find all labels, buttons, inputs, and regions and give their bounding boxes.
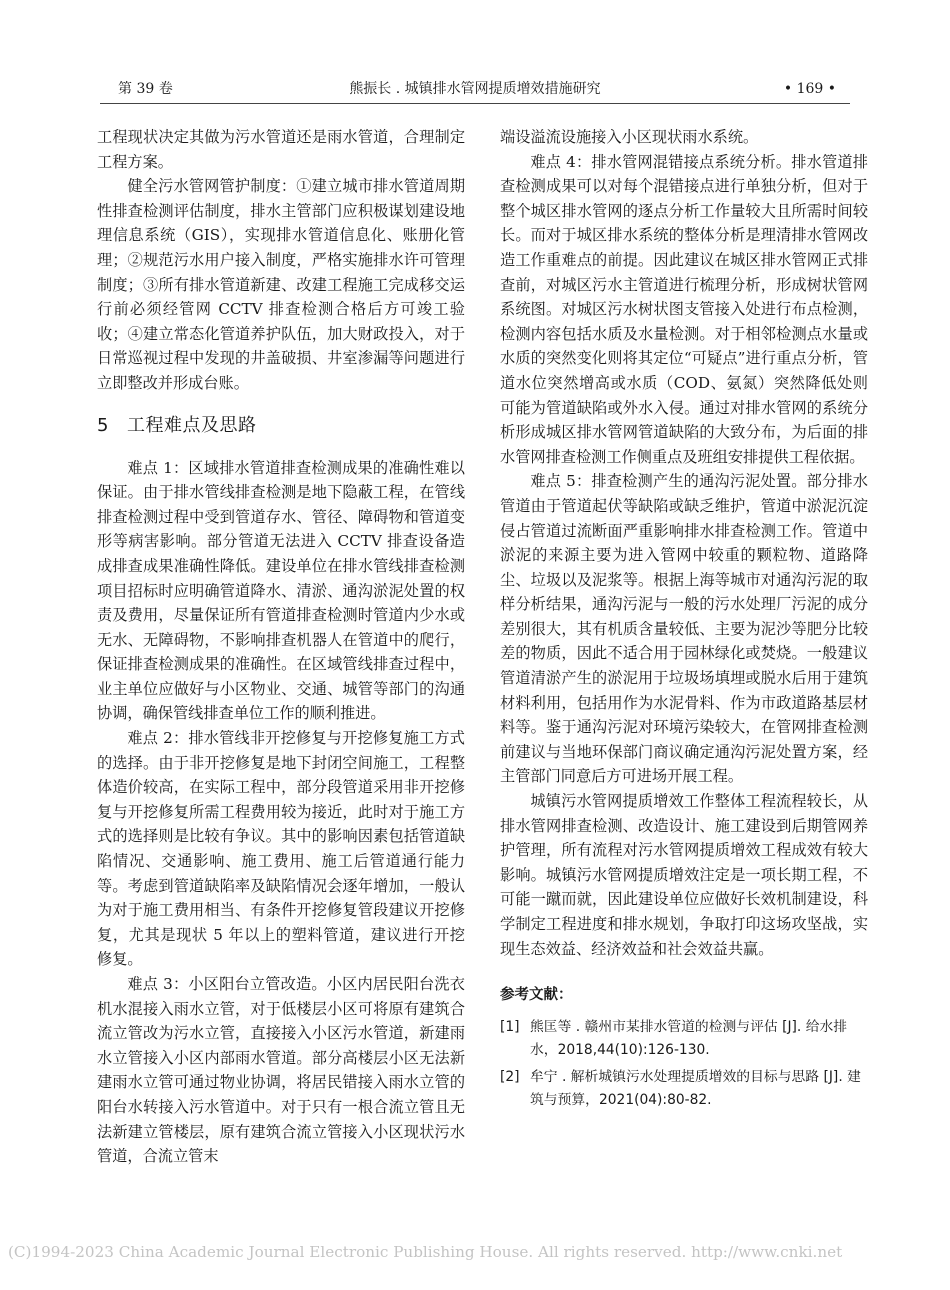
reference-text: 牟宁 . 解析城镇污水处理提质增效的目标与思路 [J]. 建筑与预算，2021(04):80-82. — [530, 1068, 861, 1108]
reference-number: [2] — [500, 1068, 520, 1085]
paragraph: 难点 1：区域排水管道排查检测成果的准确性难以保证。由于排水管线排查检测是地下隐蔽工程，在管线排查检测过程中受到管道存水、管径、障碍物和管道变形等病害影响。部分管道无法进入 CCTV 排查设备造成排查成果准确性降低。建设单位在排水管线排查检测项目招标时应明确管道降水、清淤、通沟淤泥处置的权责及费用，尽量保证所有管道排查检测时管道内少水或无水、无障碍物，不影响排查机器人在管道中的爬行，保证排查检测成果的准确性。在区域管线排查过程中，业主单位应做好与小区物业、交通、城管等部门的沟通协调，确保管线排查单位工作的顺利推进。 — [97, 458, 465, 723]
paragraph: 健全污水管网管护制度：①建立城市排水管道周期性排查检测评估制度，排水主管部门应积极谋划建设地理信息系统（GIS），实现排水管道信息化、账册化管理；②规范污水用户接入制度，严格实施排水许可管理制度；③所有排水管道新建、改建工程施工完成移交运行前必须经管网 CCTV 排查检测合格后方可竣工验收；④建立常态化管道养护队伍，加大财政投入，对于日常巡视过程中发现的井盖破损、井室渗漏等问题进行立即整改并形成台账。 — [97, 177, 465, 392]
paragraph: 难点 5：排查检测产生的通沟污泥处置。部分排水管道由于管道起伏等缺陷或缺乏维护，管道中淤泥沉淀侵占管道过流断面严重影响排水排查检测工作。管道中淤泥的来源主要为进入管网中较重的颗粒物、道路降尘、垃圾以及泥浆等。根据上海等城市对通沟污泥的取样分析结果，通沟污泥与一般的污水处理厂污泥的成分差别很大，其有机质含量较低、主要为泥沙等肥分比较差的物质，因此不适合用于园林绿化或焚烧。一般建议管道清淤产生的淤泥用于垃圾场填埋或脱水后用于建筑材料利用，包括用作为水泥骨料、作为市政道路基层材料等。鉴于通沟污泥对环境污染较大，在管网排查检测前建议与当地环保部门商议确定通沟污泥处置方案，经主管部门同意后方可进场开展工程。 — [500, 472, 868, 786]
paragraph: 工程现状决定其做为污水管道还是雨水管道，合理制定工程方案。 — [97, 128, 465, 171]
left-column — [97, 125, 465, 1169]
paragraph: 城镇污水管网提质增效工作整体工程流程较长，从排水管网排查检测、改造设计、施工建设到后期管网养护管理，所有流程对污水管网提质增效工程成效有较大影响。城镇污水管网提质增效注定是一项长期工程，不可能一蹴而就，因此建设单位应做好长效机制建设，科学制定工程进度和排水规划，争取打印这场攻坚战，实现生态效益、经济效益和社会效益共赢。 — [500, 792, 868, 958]
running-title: 熊振长 . 城镇排水管网提质增效措施研究 — [349, 81, 601, 97]
journal-volume: 第 39 卷 — [118, 81, 173, 97]
paragraph: 难点 3：小区阳台立管改造。小区内居民阳台洗衣机水混接入雨水立管，对于低楼层小区可将原有建筑合流立管改为污水立管，直接接入小区污水管道，新建雨水立管接入小区内部雨水管道。部分高楼层小区无法新建雨水立管可通过物业协调，将居民错接入雨水立管的阳台水转接入污水管道中。对于只有一根合流立管且无法新建立管楼层，原有建筑合流立管接入小区现状污水管道，合流立管末 — [97, 975, 465, 1166]
page-number: • 169 • — [783, 81, 836, 97]
paragraph: 端设溢流设施接入小区现状雨水系统。 — [500, 128, 759, 146]
reference-item — [500, 1016, 868, 1062]
reference-text: 熊匡等 . 赣州市某排水管道的检测与评估 [J]. 给水排水，2018,44(10):126-130. — [530, 1018, 848, 1058]
header-rule — [100, 103, 850, 104]
section-heading — [97, 413, 465, 439]
references-heading: 参考文献： — [500, 987, 573, 1004]
running-header — [100, 78, 850, 100]
right-column — [500, 125, 868, 1116]
reference-item — [500, 1066, 868, 1112]
copyright-watermark: (C)1994-2023 China Academic Journal Electronic Publishing House. All rights reserved. http://www.cnki.net — [8, 1243, 843, 1261]
paragraph: 难点 4：排水管网混错接点系统分析。排水管道排查检测成果可以对每个混错接点进行单独分析，但对于整个城区排水管网的逐点分析工作量较大且所需时间较长。而对于城区排水系统的整体分析是理清排水管网改造工作重难点的前提。因此建议在城区排水管网正式排查前，对城区污水主管道进行梳理分析，形成树状管网系统图。对城区污水树状图支管接入处进行布点检测，检测内容包括水质及水量检测。对于相邻检测点水量或水质的突然变化则将其定位“可疑点”进行重点分析，管道水位突然增高或水质（COD、氨氮）突然降低处则可能为管道缺陷或外水入侵。通过对排水管网的系统分析形成城区排水管网管道缺陷的大致分布，为后面的排水管网排查检测工作侧重点及班组安排提供工程依据。 — [500, 152, 868, 466]
paragraph: 难点 2：排水管线非开挖修复与开挖修复施工方式的选择。由于非开挖修复是地下封闭空间施工，工程整体造价较高，在实际工程中，部分段管道采用非开挖修复与开挖修复所需工程费用较为接近，此时对于施工方式的选择则是比较有争议。其中的影响因素包括管道缺陷情况、交通影响、施工费用、施工后管道通行能力等。考虑到管道缺陷率及缺陷情况会逐年增加，一般认为对于施工费用相当、有条件开挖修复管段建议开挖修复，尤其是现状 5 年以上的塑料管道，建议进行开挖修复。 — [97, 729, 465, 969]
section-title: 工程难点及思路 — [127, 414, 257, 436]
section-number: 5 — [97, 414, 109, 436]
reference-number: [1] — [500, 1018, 520, 1035]
